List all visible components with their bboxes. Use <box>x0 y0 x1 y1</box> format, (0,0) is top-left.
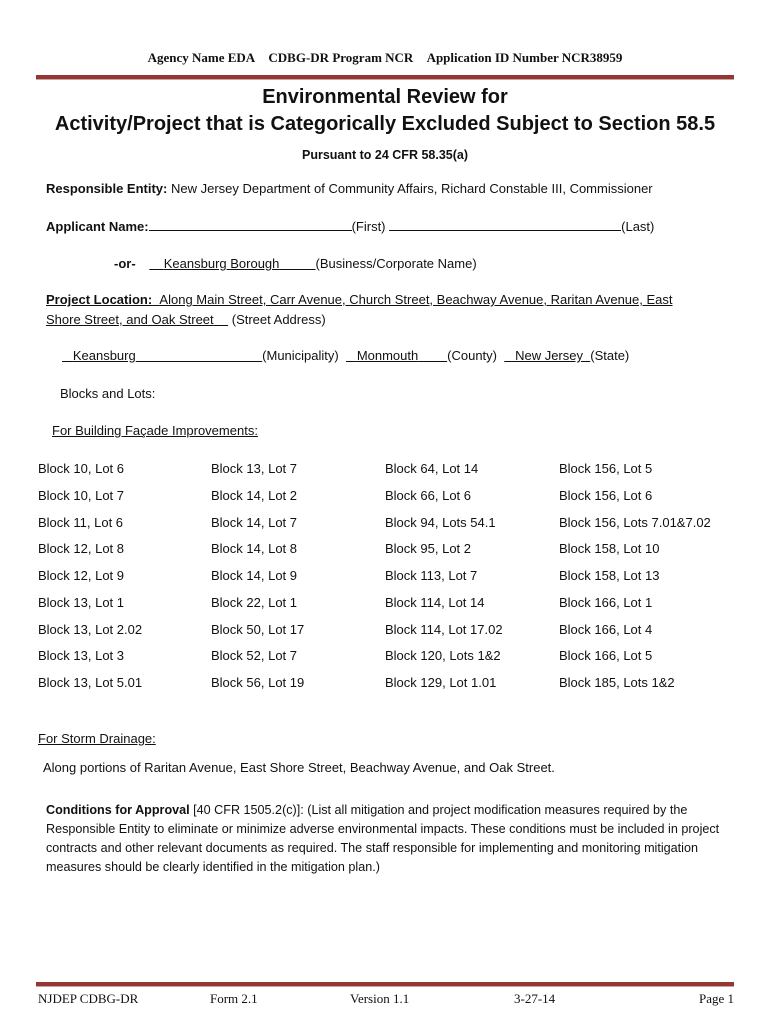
conditions-citation: [40 CFR 1505.2(c)]: <box>193 803 304 817</box>
lot-cell: Block 13, Lot 5.01 <box>38 675 143 690</box>
lot-cell: Block 52, Lot 7 <box>211 648 297 664</box>
storm-drainage-text: Along portions of Raritan Avenue, East Shore Street, Beachway Avenue, and Oak Street. <box>43 760 555 775</box>
table-row <box>38 461 738 488</box>
applicant-name-row <box>46 217 654 234</box>
street-address-line1: Along Main Street, Carr Avenue, Church Street, Beachway Avenue, Raritan Avenue, East <box>159 292 673 307</box>
footer-org: NJDEP CDBG-DR <box>38 991 139 1006</box>
state-field[interactable] <box>504 348 590 363</box>
county-value: Monmouth <box>356 348 419 363</box>
footer-page: Page 1 <box>698 991 734 1006</box>
lot-cell: Block 14, Lot 8 <box>211 541 297 557</box>
state-value: New Jersey <box>515 348 583 363</box>
project-location-label: Project Location: <box>46 292 153 307</box>
facade-section-label: For Building Façade Improvements: <box>52 423 258 438</box>
lot-cell: Block 13, Lot 2.02 <box>38 621 143 637</box>
page-title-line2: Activity/Project that is Categorically Excluded Subject to Section 58.5 <box>54 113 716 135</box>
table-row <box>38 568 738 595</box>
page-header <box>0 50 770 66</box>
lot-cell: Block 13, Lot 7 <box>211 461 297 476</box>
lot-cell: Block 13, Lot 3 <box>38 648 124 664</box>
lot-cell: Block 156, Lots 7.01&7.02 <box>559 514 711 530</box>
street-address-label: (Street Address) <box>231 312 326 327</box>
page-subtitle: Pursuant to 24 CFR 58.35(a) <box>301 148 468 162</box>
state-label: (State) <box>590 348 630 363</box>
lot-cell: Block 10, Lot 6 <box>38 461 124 476</box>
lot-cell: Block 10, Lot 7 <box>38 487 124 503</box>
lot-cell: Block 50, Lot 17 <box>211 621 305 637</box>
table-row <box>38 488 738 515</box>
page-title: Environmental Review for <box>262 86 508 108</box>
lot-cell: Block 11, Lot 6 <box>38 514 124 530</box>
footer-date: 3-27-14 <box>514 991 556 1006</box>
lot-cell: Block 156, Lot 5 <box>559 461 653 476</box>
project-location-row1 <box>46 292 673 307</box>
lot-cell: Block 22, Lot 1 <box>211 594 297 610</box>
last-name-label: (Last) <box>621 219 655 234</box>
table-row <box>38 675 738 702</box>
county-label: (County) <box>447 348 497 363</box>
lot-cell: Block 166, Lot 5 <box>559 648 653 664</box>
responsible-entity <box>46 181 653 196</box>
first-name-field[interactable] <box>149 217 352 231</box>
storm-drainage-label: For Storm Drainage: <box>38 731 156 746</box>
conditions-label: Conditions for Approval <box>46 803 190 817</box>
header-rule <box>36 75 734 80</box>
municipality-row <box>62 348 629 363</box>
business-name-field[interactable] <box>149 256 315 271</box>
business-name-value: Keansburg Borough <box>163 256 280 271</box>
lot-cell: Block 66, Lot 6 <box>385 487 471 503</box>
responsible-entity-value: New Jersey Department of Community Affairs, Richard Constable III, Commissioner <box>170 181 653 196</box>
lot-cell: Block 114, Lot 17.02 <box>385 621 503 637</box>
lot-cell: Block 158, Lot 10 <box>559 541 660 557</box>
lot-cell: Block 64, Lot 14 <box>385 461 479 476</box>
lot-cell: Block 156, Lot 6 <box>559 487 653 503</box>
lot-cell: Block 120, Lots 1&2 <box>385 648 501 664</box>
business-name-label: (Business/Corporate Name) <box>315 256 477 271</box>
table-row <box>38 648 738 675</box>
program-name: CDBG-DR Program NCR <box>268 50 414 65</box>
table-row <box>38 515 738 542</box>
lot-cell: Block 113, Lot 7 <box>385 568 478 583</box>
lot-cell: Block 94, Lots 54.1 <box>385 514 496 530</box>
lot-cell: Block 114, Lot 14 <box>385 594 485 610</box>
county-field[interactable] <box>346 348 447 363</box>
municipality-value: Keansburg <box>72 348 136 363</box>
lot-cell: Block 95, Lot 2 <box>385 541 471 557</box>
or-label: -or- <box>114 256 136 271</box>
lot-cell: Block 14, Lot 2 <box>211 487 297 503</box>
table-row <box>38 622 738 649</box>
conditions-text: (List all mitigation and project modification measures required by the Responsible Entity to eliminate or minimize adverse environmental impacts. These conditions must be included in project contracts and other relevant documents as required. The staff responsible for implementing and monitoring mitigation measures should be clearly identified in the mitigation plan.) <box>46 803 720 874</box>
lot-cell: Block 185, Lots 1&2 <box>559 675 675 690</box>
responsible-entity-label: Responsible Entity: <box>46 181 168 196</box>
lot-cell: Block 129, Lot 1.01 <box>385 675 497 690</box>
lots-table <box>38 461 738 702</box>
table-row <box>38 541 738 568</box>
lot-cell: Block 14, Lot 9 <box>211 568 297 583</box>
agency-name: Agency Name EDA <box>147 50 256 65</box>
last-name-field[interactable] <box>389 217 621 231</box>
business-name-row <box>114 256 477 271</box>
application-id: Application ID Number NCR38959 <box>426 50 623 65</box>
lot-cell: Block 12, Lot 8 <box>38 541 124 557</box>
municipality-field[interactable] <box>62 348 262 363</box>
lot-cell: Block 166, Lot 4 <box>559 621 653 637</box>
footer-version: Version 1.1 <box>350 991 410 1006</box>
lot-cell: Block 13, Lot 1 <box>38 594 124 610</box>
lot-cell: Block 14, Lot 7 <box>211 514 297 530</box>
applicant-name-label: Applicant Name: <box>46 219 149 234</box>
footer-form: Form 2.1 <box>210 991 258 1006</box>
first-name-label: (First) <box>351 219 386 234</box>
project-location-row2 <box>46 312 326 327</box>
municipality-label: (Municipality) <box>262 348 339 363</box>
lot-cell: Block 12, Lot 9 <box>38 568 124 583</box>
lot-cell: Block 158, Lot 13 <box>559 568 660 583</box>
street-address-line2: Shore Street, and Oak Street <box>46 312 214 327</box>
conditions-paragraph <box>46 801 736 877</box>
footer-rule <box>36 982 734 987</box>
lot-cell: Block 166, Lot 1 <box>559 594 653 610</box>
blocks-and-lots-label: Blocks and Lots: <box>60 386 156 401</box>
lot-cell: Block 56, Lot 19 <box>211 675 305 690</box>
table-row <box>38 595 738 622</box>
